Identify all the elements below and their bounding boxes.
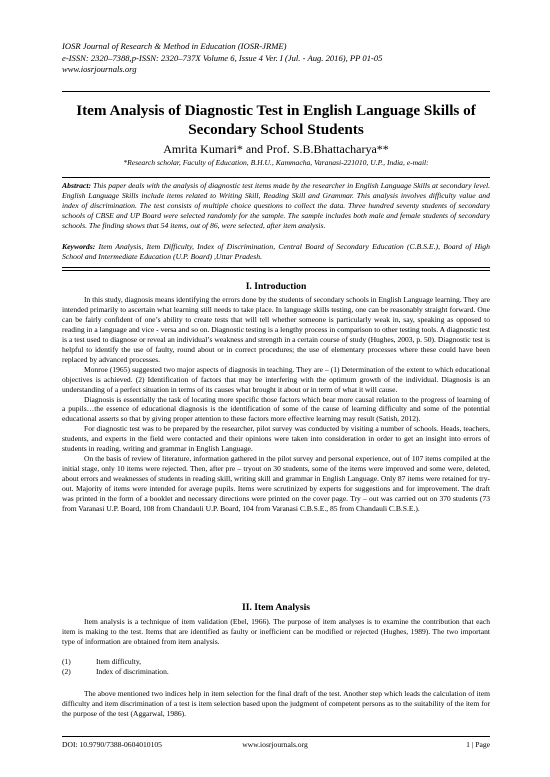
author-affiliation: *Research scholar, Faculty of Education, B.H.U., Kammacha, Varanasi-221010, U.P., India, e-mail: <box>123 158 429 167</box>
keywords-text: Item Analysis, Item Difficulty, Index of Discrimination, Central Board of Secondary Education (C.B.S.E.), Board of High School and Intermediate Education (U.P. Board) ,Uttar Pradesh. <box>62 242 490 262</box>
paragraph: Monroe (1965) suggested two major aspects of diagnosis in teaching. They are – (1) Determination of the extent to which educational objectives is achieved. (2) Identification of factors that may be interfering with the optimum growth of the individual. Diagnosis is an understanding of a perfect situation in terms of its causes what brought it about or in term of what it will cause. <box>62 364 490 394</box>
list-number: (1) <box>62 657 71 666</box>
footer-website: www.iosrjournals.org <box>242 740 308 749</box>
list-number: (2) <box>62 667 71 676</box>
keywords-label: Keywords: <box>62 242 96 251</box>
abstract-top-rule <box>62 177 490 178</box>
abstract-bottom-rule <box>62 267 490 268</box>
list-text: Item difficulty, <box>96 657 142 666</box>
paragraph: Item analysis is a technique of item validation (Ebel, 1966). The purpose of item analyses is to examine the contribution that each item is making to the test. Items that are identified as faulty or inefficient can be modified or rejected (Hughes, 1989). The two important type of information are obtained from item analysis. <box>62 617 490 646</box>
introduction-body <box>62 295 490 514</box>
journal-name: IOSR Journal of Research & Method in Education (IOSR-JRME) <box>62 41 287 51</box>
section-heading-item-analysis: II. Item Analysis <box>242 602 310 613</box>
footer-divider <box>62 736 490 737</box>
paper-title: Item Analysis of Diagnostic Test in English Language Skills of Secondary School Students <box>76 102 476 138</box>
paragraph: For diagnostic test was to be prepared by the researcher, pilot survey was conducted by visiting a number of schools. Heads, teachers, students, and experts in the field were contacted and their opinions were taken into consideration in order to get an insight into errors of students in reading, writing and grammar in English Language. <box>62 424 490 454</box>
abstract <box>62 181 490 231</box>
paragraph: In this study, diagnosis means identifying the errors done by the students of secondary schools in English Language learning. They are intended primarily to ascertain what learning still needs to take place. In language skills testing, one can be reasonably straight forward. One can be fairly confident of one’s ability to create tests that will tell whether someone is particularly weak in, say, speaking as opposed to reading in a language and vice - versa and so on. Diagnostic testing is a lengthy process in comparison to other testing tools. A diagnostic test is a test used to diagnose or reveal an individual’s weakness and strength in a certain course of study (Hughes, 2003, p. 50). Diagnostic test is helpful to identify the use of faulty, round about or in correct procedures; the use of elementary processes where these could have been replaced by advanced processes. <box>62 295 490 364</box>
item-analysis-body-continued <box>62 689 490 719</box>
header-divider <box>62 91 490 92</box>
list-text: Index of discrimination. <box>96 667 169 676</box>
abstract-bottom-rule-2 <box>62 270 490 271</box>
paragraph: On the basis of review of literature, information gathered in the pilot survey and personal experience, out of 107 items compiled at the initial stage, only 10 items were rejected. Then, after pre – tryout on 30 students, some of the items were improved and some were, deleted, about errors and weaknesses of students in reading skill, writing skill and grammar in English Language. Only 87 items were retained for try-out. Majority of items were intended for average pupils. Items were scrutinized by experts for suggestions and for improvement. The draft was printed in the form of a booklet and necessary directions were printed on the cover page. Try – out was carried out on 370 students (73 from Varanasi U.P. Board, 108 from Chandauli U.P. Board, 104 from Varanasi C.B.S.E., 85 from Chandauli C.B.S.E.). <box>62 454 490 514</box>
item-analysis-body <box>62 617 490 647</box>
journal-issn: e-ISSN: 2320–7388,p-ISSN: 2320–737X Volume 6, Issue 4 Ver. I (Jul. - Aug. 2016), PP 01-05 <box>62 53 383 63</box>
journal-website: www.iosrjournals.org <box>62 64 137 74</box>
footer-page-number: 1 | Page <box>466 740 490 749</box>
abstract-text: This paper deals with the analysis of diagnostic test items made by the researcher in English Language Skills at secondary level. English Language Skills include items related to Writing Skill, Reading Skill and Grammar. This analysis involves difficulty value and index of discrimination. The test consists of multiple choice questions to collect the data. Three hundred seventy students of secondary schools of CBSE and UP Board were selected randomly for the sample. The sample includes both male and female students of secondary schools. The finding shows that 54 items, out of 86, were selected, after item analysis. <box>62 181 491 231</box>
footer-doi: DOI: 10.9790/7388-0604010105 <box>62 740 162 749</box>
section-heading-introduction: I. Introduction <box>245 281 307 292</box>
paragraph: The above mentioned two indices help in item selection for the final draft of the test. Another step which leads the calculation of item difficulty and item discrimination of a test is item selection based upon the judgment of competent persons as to the suitability of the item for the purpose of the test (Aggarwal, 1986). <box>62 689 490 718</box>
paragraph: Diagnosis is essentially the task of locating more specific those factors which bear more causal relation to the progress of learning of a pupils…the essence of educational diagnosis is the identification of some of the cause of learning difficulty and some of the potential educational asserts so that by giving proper attention to these factors more effective learning may result (Satish, 2012). <box>62 394 490 424</box>
keywords <box>62 242 490 262</box>
abstract-label: Abstract: <box>62 181 92 190</box>
paper-authors: Amrita Kumari* and Prof. S.B.Bhattacharya** <box>163 142 389 156</box>
